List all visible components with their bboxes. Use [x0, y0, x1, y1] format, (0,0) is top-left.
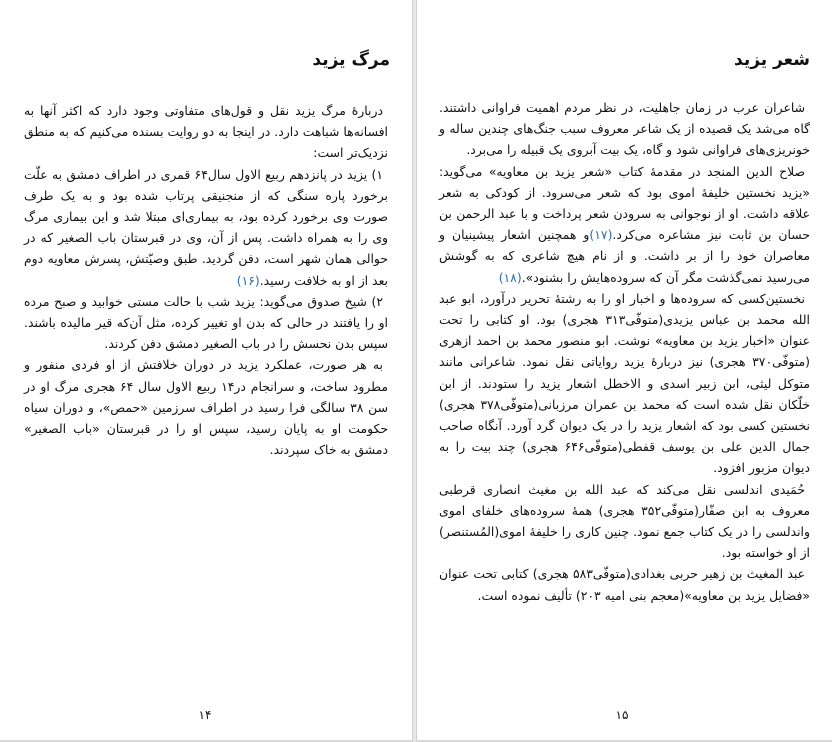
- paragraph: [439, 161, 810, 288]
- paragraph: [24, 291, 388, 355]
- paragraph-text: به هر صورت، عملکرد یزید در دوران خلافتش از او فردی منفور و مطرود ساخت، و سرانجام در۱۴ ربیع الاول سال ۶۴ هجری مرگ او در سن ۳۸ سالگی فرا رسید در اطراف سرزمین «حمص»، و دوران سیاه حکومت او به پایان رسید، سپس او را در قبرستان «باب الصغیر» دمشق به خاک سپردند.: [24, 357, 388, 458]
- left-page-number: ۱۴: [198, 708, 212, 722]
- left-page-body: [24, 100, 388, 460]
- paragraph: [24, 100, 388, 164]
- right-page-title: شعر یزید: [734, 50, 810, 70]
- left-page-title: مرگ یزید: [312, 50, 390, 70]
- paragraph-text: حُمَیدی اندلسی نقل می‌کند که عبد الله بن مغیث انصاری قرطبی معروف به ابن صفّار(متوفّی۳۵۲ هجری) همهٔ سروده‌های خلفای اموی واندلسی را در یک کتاب جمع نمود. چنین کاری را خلیفهٔ اموی(المُستنصر) از او خواسته بود.: [439, 481, 811, 561]
- paragraph: [439, 563, 810, 605]
- paragraph-text: دربارهٔ مرگ یزید نقل و قول‌های متفاوتی وجود دارد که اکثر آنها به افسانه‌ها شباهت دارد. در اینجا به دو روایت بسنده می‌کنیم که به منطق نزدیک‌تر است:: [24, 103, 388, 161]
- paragraph: [439, 479, 810, 564]
- paragraph-text: ۱) یزید در پانزدهم ربیع الاول سال۶۴ قمری در اطراف دمشق به علّت برخورد پاره سنگی که از منجنیقی پرتاب شده بود و به یک طرف صورت وی برخورد کرده بود، به بیماری‌ای مبتلا شد و این بیماری مرگ وی را به همراه داشت. پس از آن، وی در قبرستان باب الصغیر که در حوالی همان شهر است، دفن گردید. طبق وصیّتش، پسرش معاویه دوم بعد از او به خلافت رسید.: [24, 166, 388, 288]
- paragraph-text: عبد المغیث بن زهیر حربی بغدادی(متوفّی۵۸۳ هجری) کتابی تحت عنوان «فضایل یزید بن معاویه»(معجم بنی امیه ۲۰۳) تألیف نموده است.: [439, 566, 810, 603]
- paragraph-text: و همچنین اشعار پیشینیان و معاصران خود را از بر داشت. و از نام هیچ شاعری که به گوشش می‌رسید نمی‌گذشت مگر آن که سروده‌هایش را بشنود».: [439, 227, 810, 285]
- paragraph: [439, 97, 810, 161]
- footnote-ref-link[interactable]: (۱۷): [589, 227, 613, 243]
- paragraph-text: ۲) شیخ صدوق می‌گوید: یزید شب با حالت مستی خوابید و صبح مرده او را یافتند در حالی که بدن او تغییر کرده، مثل آن‌که قیر مالیده باشند. سپس بدن نحسش را در باب الصغیر دمشق دفن کردند.: [24, 293, 388, 352]
- paragraph-text: نخستین‌کسی که سروده‌ها و اخبار او را به رشتهٔ تحریر درآورد، ابو عبد الله محمد بن عباس یزیدی(متوفّی۳۱۳ هجری) بود. او کتابی را تحت عنوان «اخبار یزید بن معاویه» نوشت. ابو منصور محمد بن احمد ازهری (متوفّی۳۷۰ هجری) نیز دربارهٔ یزید روایاتی نقل نمود. شاعرانی مانند متوکل لیثی، ابن زبیر اسدی و الاخطل اشعار یزید را ستودند. از ابن خلّکان نقل شده است که محمد بن عمران مرزبانی(متوفّی۳۷۸ هجری) نخستین کسی بود که اشعار یزید را در یک دیوان گرد آورد. آنگاه صاحب جمال الدین علی بن یوسف قفطی(متوفّی۶۴۶ هجری) چند بیت را به دیوان مزبور افزود.: [439, 290, 811, 476]
- right-page-number: ۱۵: [615, 708, 629, 722]
- paragraph: [439, 288, 810, 479]
- footnote-ref-link[interactable]: (۱۶): [236, 272, 260, 288]
- right-page: [416, 0, 832, 740]
- paragraph-text: شاعران عرب در زمان جاهلیت، در نظر مردم اهمیت فراوانی داشتند. گاه می‌شد یک قصیده از یک شاعر معروف سبب جنگ‌های چندین ساله و خونریزی‌های فراوانی شود و گاه، یک بیت آبروی یک قبیله را می‌برد.: [439, 100, 810, 158]
- right-page-body: [439, 97, 810, 606]
- paragraph: [24, 354, 388, 460]
- left-page: [0, 0, 413, 740]
- paragraph-text: صلاح الدین المنجد در مقدمهٔ کتاب «شعر یزید بن معاویه» می‌گوید: «یزید نخستین خلیفهٔ اموی بود که شعر می‌سرود. از کودکی به شعر علاقه داشت. او از نوجوانی به سرودن شعر پرداخت و با عبد الرحمن بن حسان بن ثابت نیز مشاعره می‌کرد.: [439, 163, 810, 243]
- paragraph: [24, 164, 388, 291]
- footnote-ref-link[interactable]: (۱۸): [498, 269, 522, 285]
